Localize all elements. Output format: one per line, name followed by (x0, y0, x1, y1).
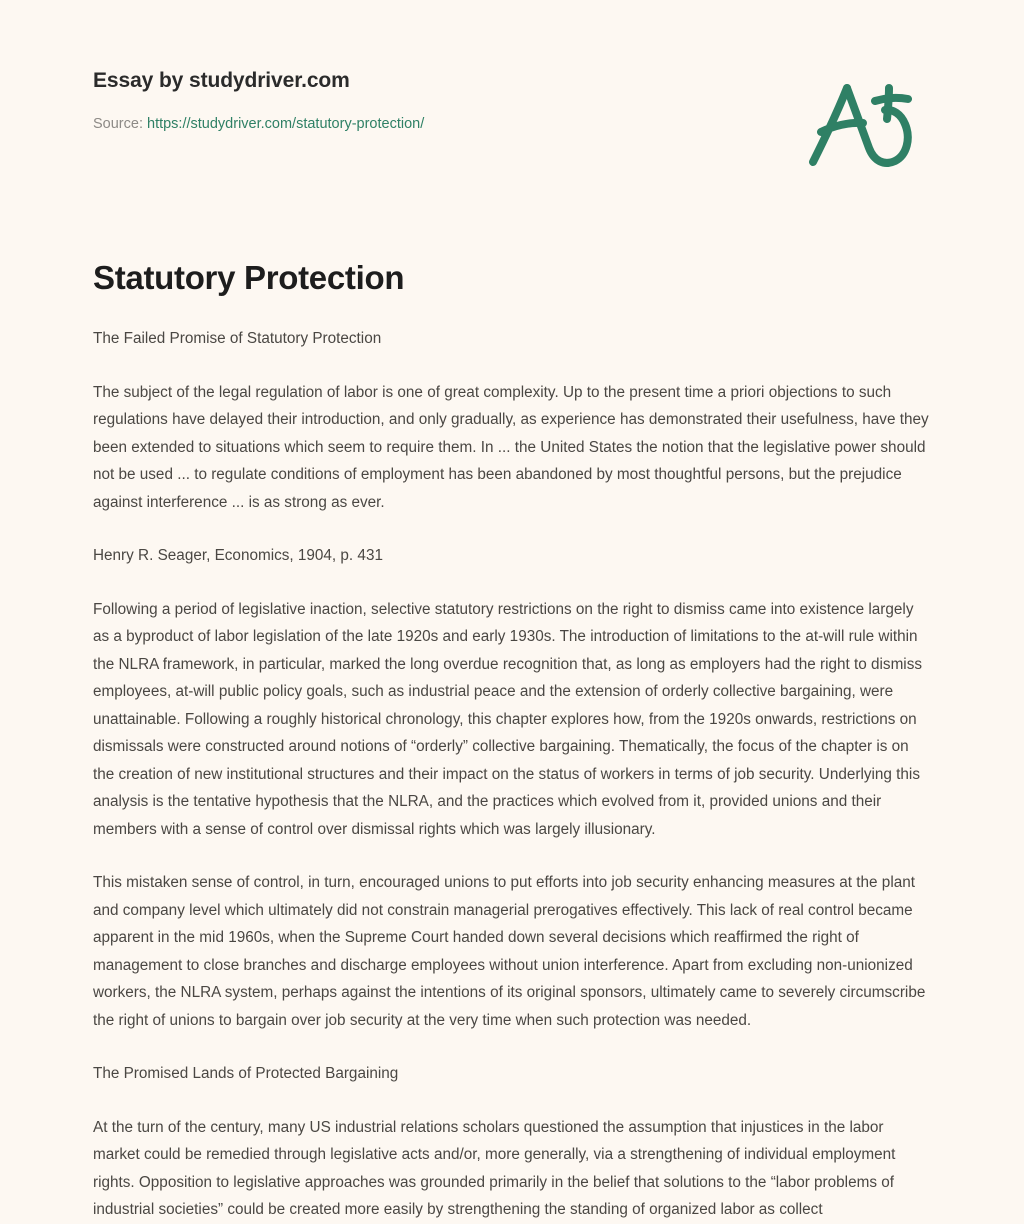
source-line (93, 115, 424, 134)
article-subheading-1: The Failed Promise of Statutory Protection (93, 330, 382, 348)
article-paragraph-3: At the turn of the century, many US industrial relations scholars questioned the assumption that injustices in the labor market could be remedied through legislative acts and/or, more generally, via a strengthening of individual employment rights. Opposition to legislative approaches was grounded primarily in the belief that solutions to the “labor problems of industrial societies” could be created more easily by strengthening the standing of organized labor as collect (93, 1118, 896, 1219)
page-title: Statutory Protection (93, 259, 405, 296)
source-label: Source: (93, 116, 147, 133)
a-plus-logo-icon (799, 76, 919, 171)
article-paragraph-quote: The subject of the legal regulation of labor is one of great complexity. Up to the present time a priori objections to such regulations have delayed their introduction, and only gradually, as experience has demonstrated their usefulness, have they been extended to situations which seem to require them. In ... the United States the notion that the legislative power should not be used ... to regulate conditions of employment has been abandoned by most thoughtful persons, but the prejudice against interference ... is as strong as ever. (93, 383, 929, 511)
article-paragraph-2: This mistaken sense of control, in turn, encouraged unions to put efforts into job security enhancing measures at the plant and company level which ultimately did not constrain managerial prerogatives effectively. This lack of real control became apparent in the mid 1960s, when the Supreme Court handed down several decisions which reaffirmed the right of management to close branches and discharge employees without union interference. Apart from excluding non-unionized workers, the NLRA system, perhaps against the intentions of its original sponsors, ultimately came to severely circumscribe the right of unions to bargain over job security at the very time when such protection was needed. (93, 874, 926, 1029)
header-text-block (93, 68, 424, 134)
article-subheading-2: The Promised Lands of Protected Bargaining (93, 1065, 399, 1083)
page-header (93, 0, 931, 171)
article-paragraph-1: Following a period of legislative inaction, selective statutory restrictions on the right to dismiss came into existence largely as a byproduct of labor legislation of the late 1920s and early 1930s. The introduction of limitations to the at-will rule within the NLRA framework, in particular, marked the long overdue recognition that, as long as employers had the right to dismiss employees, at-will public policy goals, such as industrial peace and the extension of orderly collective bargaining, were unattainable. Following a roughly historical chronology, this chapter explores how, from the 1920s onwards, restrictions on dismissals were constructed around notions of “orderly” collective bargaining. Thematically, the focus of the chapter is on the creation of new institutional structures and their impact on the status of workers in terms of job security. Underlying this analysis is the tentative hypothesis that the NLRA, and the practices which evolved from it, provided unions and their members with a sense of control over dismissal rights which was largely illusionary. (93, 600, 923, 838)
article-body (93, 298, 931, 1224)
essay-byline: Essay by studydriver.com (93, 69, 350, 92)
article-quote-attribution: Henry R. Seager, Economics, 1904, p. 431 (93, 547, 383, 565)
source-url-link[interactable]: https://studydriver.com/statutory-protection/ (147, 116, 425, 133)
